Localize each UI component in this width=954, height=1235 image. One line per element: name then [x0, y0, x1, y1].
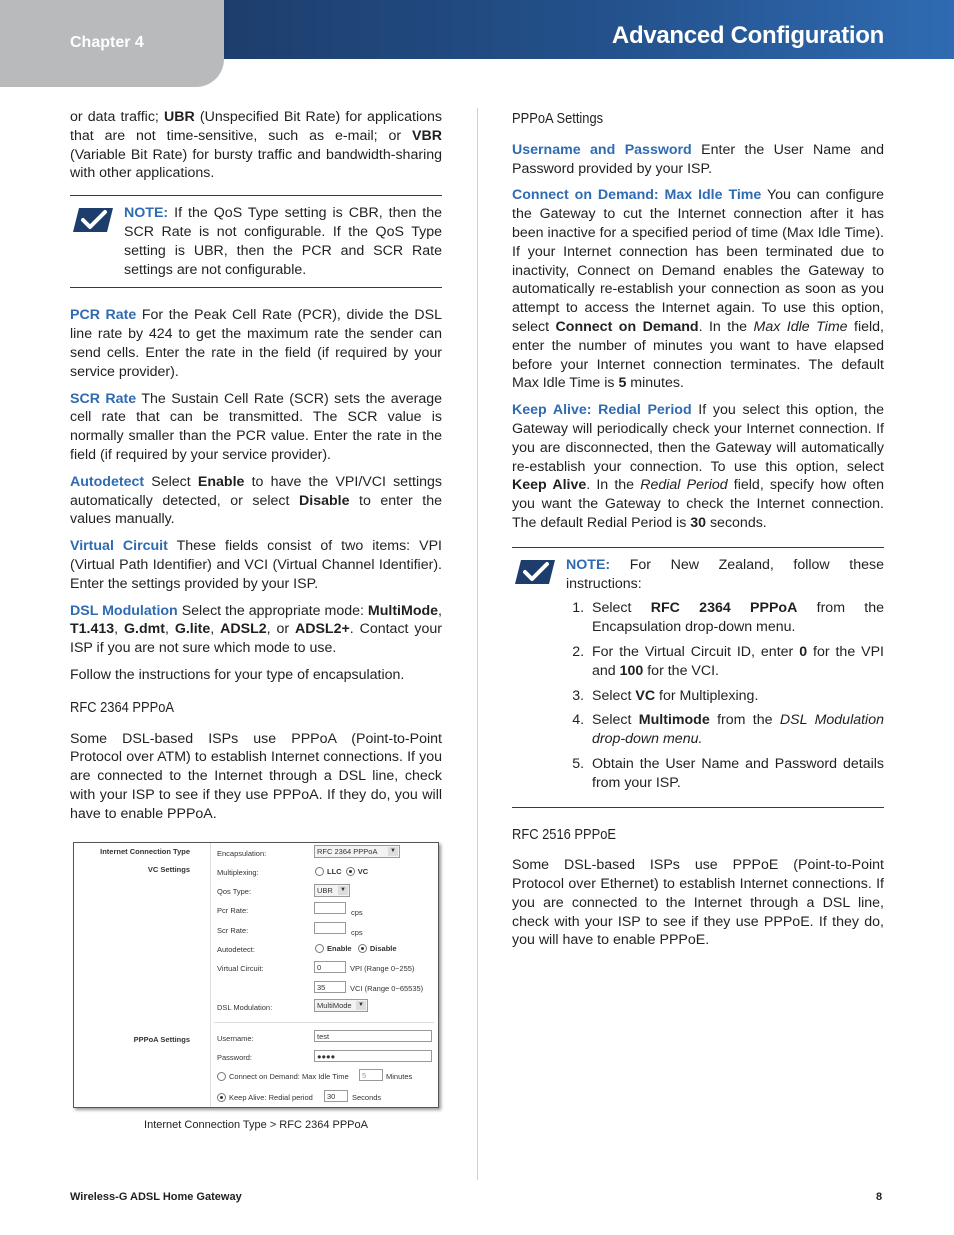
minutes-unit: Minutes — [386, 1071, 413, 1081]
pppoa-screenshot — [73, 842, 439, 1108]
qos-label: Qos Type: — [217, 886, 252, 896]
note-text: NOTE: For New Zealand, follow these instructions: — [566, 556, 884, 592]
username-input[interactable]: test — [314, 1030, 432, 1042]
rfc2364-heading: RFC 2364 PPPoA — [70, 698, 174, 716]
chapter-label: Chapter 4 — [70, 34, 144, 51]
virtual-circuit-paragraph: Virtual Circuit These fields consist of two items: VPI (Virtual Path Identifier) and VCI (Virtual Channel Identifier). Enter the settings provided by your ISP. — [70, 538, 442, 592]
radio-llc[interactable] — [315, 867, 324, 876]
checkmark-icon — [70, 204, 116, 236]
multiplexing-label: Multiplexing: — [217, 867, 259, 877]
keep-alive-paragraph: Keep Alive: Redial Period If you select this option, the Gateway will periodically check your Internet connection. If you are disconnected, then the Gateway will automatically re-establish your connection. To use this option, select Keep Alive. In the Redial Period field, specify how often you want the Gateway to check the Internet connection. The default Redial Period is 30 seconds. — [512, 402, 884, 531]
pcr-rate-paragraph: PCR Rate For the Peak Cell Rate (PCR), divide the DSL line rate by 424 to get the maximum rate the sender can send cells. Enter the rate in the field (if required by your service provider). — [70, 307, 442, 380]
pcr-label: Pcr Rate: — [217, 905, 249, 915]
radio-vc[interactable] — [346, 867, 355, 876]
radio-keep-alive[interactable] — [217, 1093, 226, 1102]
section-label: Internet Connection Type — [100, 846, 190, 856]
radio-enable[interactable] — [315, 944, 324, 953]
radio-disable[interactable] — [358, 944, 367, 953]
screenshot-caption: Internet Connection Type > RFC 2364 PPPoA — [144, 1118, 368, 1131]
pcr-unit: cps — [351, 907, 363, 917]
connect-on-demand-option[interactable]: Connect on Demand: Max Idle Time — [217, 1072, 349, 1082]
rfc2516-heading: RFC 2516 PPPoE — [512, 825, 616, 843]
header-bar — [224, 0, 954, 59]
pppoa-settings-heading: PPPoA Settings — [512, 110, 604, 127]
encapsulation-select[interactable]: RFC 2364 PPPoA ▼ — [314, 845, 400, 858]
follow-paragraph: Follow the instructions for your type of encapsulation. — [70, 666, 405, 683]
checkmark-icon — [512, 556, 558, 588]
username-password-paragraph: Username and Password Enter the User Name and Password provided by your ISP. — [512, 141, 885, 177]
connect-on-demand-paragraph: Connect on Demand: Max Idle Time You can configure the Gateway to cut the Internet connection after it has been inactive for a specified period of time (Max Idle Time). If your Internet connection has been terminated due to inactivity, Connect on Demand enables the Gateway to automatically re-establish your connection as soon as you attempt to access the Internet again. To use this option, select Connect on Demand. In the Max Idle Time field, enter the number of minutes you want to have elapsed before your Internet connection terminates. The default Max Idle Time is 5 minutes. — [512, 187, 885, 392]
scr-input[interactable] — [314, 922, 346, 934]
list-item: 1. Select RFC 2364 PPPoA from the Encapsulation drop-down menu. — [588, 599, 884, 637]
redial-period-input[interactable]: 30 — [324, 1090, 348, 1102]
encapsulation-label: Encapsulation: — [217, 848, 267, 858]
vpi-range: VPI (Range 0~255) — [350, 963, 415, 973]
keep-alive-option[interactable]: Keep Alive: Redial period — [217, 1093, 313, 1103]
mux-radio-group[interactable]: LLC VC — [315, 867, 368, 877]
rfc2516-paragraph: Some DSL-based ISPs use PPPoE (Point-to-Point Protocol over Ethernet) to establish Internet connections. If you are connected to the Internet through a DSL line, check with your ISP to see if they use PPPoE. If they do, you will have to enable PPPoE. — [512, 857, 884, 949]
dsl-modulation-paragraph: DSL Modulation Select the appropriate mode: MultiMode, T1.413, G.dmt, G.lite, ADSL2, or ADSL2+. Contact your ISP if you are not sure which mode to use. — [70, 602, 442, 657]
right-column — [512, 108, 884, 958]
chevron-down-icon: ▼ — [356, 1001, 366, 1010]
autodetect-label: Autodetect: — [217, 944, 255, 954]
chevron-down-icon: ▼ — [338, 886, 348, 895]
note-text: NOTE: If the QoS Type setting is CBR, then the SCR Rate is not configurable. If the QoS Type setting is UBR, then the PCR and SCR Rate settings are not configurable. — [124, 205, 442, 278]
pcr-input[interactable] — [314, 902, 346, 914]
page-title: Advanced Configuration — [611, 22, 884, 49]
radio-connect-on-demand[interactable] — [217, 1072, 226, 1081]
left-column — [70, 108, 442, 1134]
virtual-circuit-label: Virtual Circuit: — [217, 963, 264, 973]
scr-rate-paragraph: SCR Rate The Sustain Cell Rate (SCR) sets the average cell rate that can be transmitted. The SCR value is normally smaller than the PCR value. Enter the rate in the field (if required by your service provider). — [70, 390, 442, 463]
password-input[interactable]: ●●●● — [314, 1050, 432, 1062]
username-label: Username: — [217, 1033, 254, 1043]
scr-unit: cps — [351, 927, 363, 937]
list-item: 2. For the Virtual Circuit ID, enter 0 for the VPI and 100 for the VCI. — [588, 643, 884, 681]
intro-paragraph: or data traffic; UBR (Unspecified Bit Rate) for applications that are not time-sensitive, such as e-mail; or VBR (Variable Bit Rate) for bursty traffic and bandwidth-sharing with other applications. — [70, 109, 442, 182]
chapter-tab — [0, 0, 224, 87]
column-divider — [477, 108, 478, 1180]
vci-range: VCI (Range 0~65535) — [350, 983, 424, 993]
vci-input[interactable]: 35 — [314, 981, 346, 993]
dsl-modulation-label: DSL Modulation: — [217, 1002, 273, 1012]
footer-product: Wireless-G ADSL Home Gateway — [70, 1191, 242, 1203]
password-label: Password: — [217, 1052, 253, 1062]
list-item: 5. Obtain the User Name and Password details from your ISP. — [588, 755, 884, 793]
instruction-list — [566, 599, 884, 792]
section-label: VC Settings — [147, 864, 190, 874]
qos-select[interactable]: UBR ▼ — [314, 884, 350, 897]
vpi-input[interactable]: 0 — [314, 961, 346, 973]
chevron-down-icon: ▼ — [388, 847, 398, 856]
autodetect-paragraph: Autodetect Select Enable to have the VPI/VCI settings automatically detected, or select Disable to enter the values manually. — [70, 473, 442, 528]
max-idle-input[interactable]: 5 — [359, 1069, 383, 1081]
dsl-modulation-select[interactable]: MultiMode ▼ — [314, 999, 368, 1012]
qos-note — [70, 195, 442, 288]
scr-label: Scr Rate: — [217, 925, 249, 935]
autodetect-radio-group[interactable]: Enable Disable — [315, 944, 397, 954]
list-item: 3. Select VC for Multiplexing. — [588, 687, 884, 706]
section-label: PPPoA Settings — [133, 1034, 190, 1044]
new-zealand-note — [512, 547, 884, 808]
page-number: 8 — [876, 1191, 883, 1203]
seconds-unit: Seconds — [352, 1092, 382, 1102]
list-item: 4. Select Multimode from the DSL Modulation drop-down menu. — [588, 711, 884, 749]
rfc2364-paragraph: Some DSL-based ISPs use PPPoA (Point-to-Point Protocol over ATM) to establish Internet connections. If you are connected to the Internet through a DSL line, check with your ISP to see if they use PPPoA. If they do, you will have to enable PPPoA. — [70, 730, 442, 822]
